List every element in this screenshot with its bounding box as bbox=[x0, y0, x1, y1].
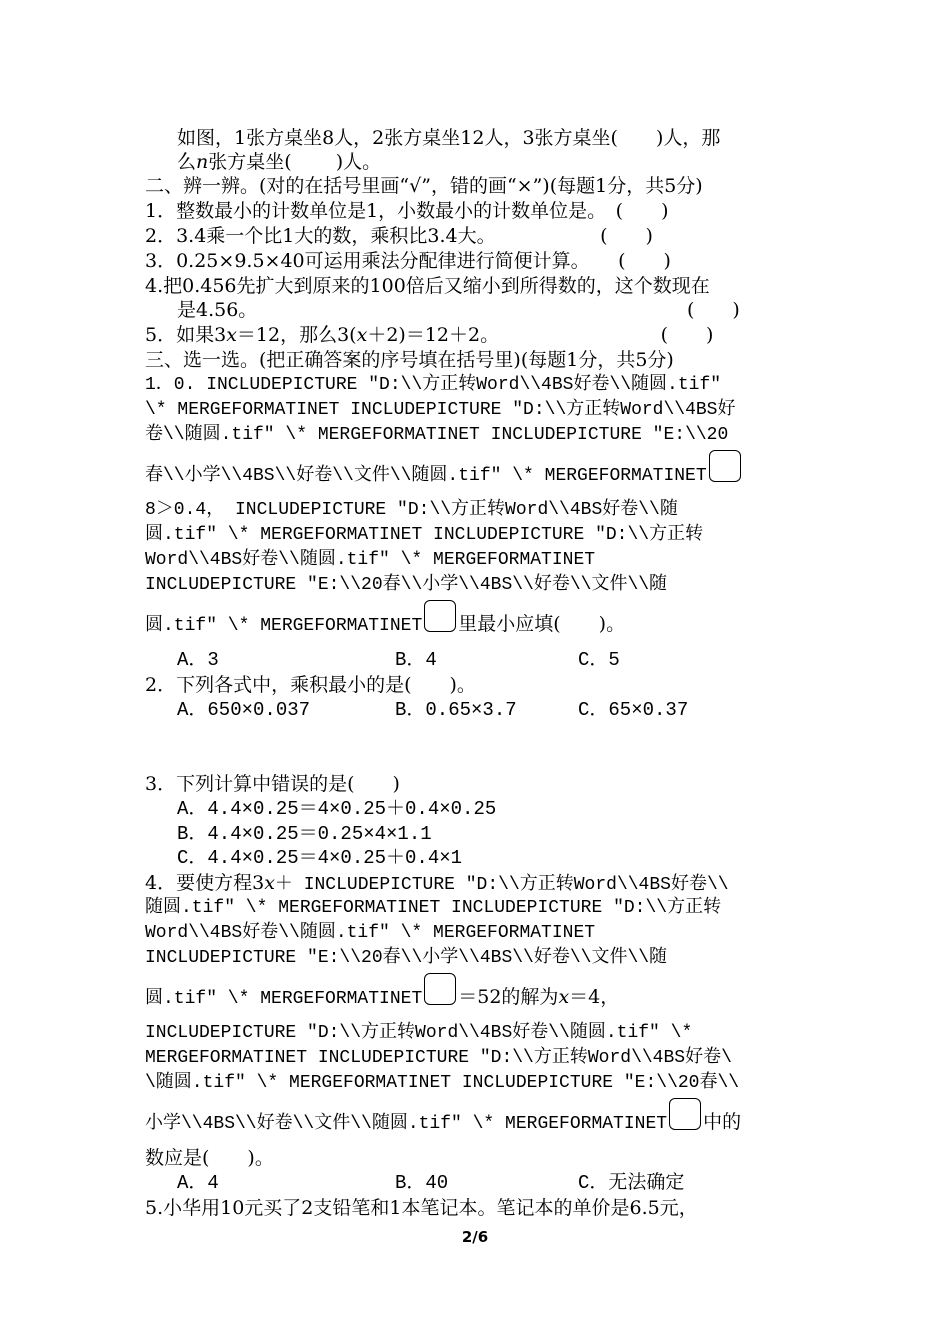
page-number: 2/6 bbox=[461, 1228, 489, 1246]
text-line: 么n张方桌坐( )人。 bbox=[177, 151, 382, 173]
option-b: B．0.65×3.7 bbox=[395, 699, 517, 721]
field-code-line: 卷\\随圆.tif" \* MERGEFORMATINET INCLUDEPICTURE "E:\\20 bbox=[145, 425, 729, 445]
question-line: 2．3.4乘一个比1大的数，乘积比3.4大。 ( ) bbox=[145, 225, 653, 247]
question-line: 1．整数最小的计数单位是1，小数最小的计数单位是。 ( ) bbox=[145, 200, 669, 222]
option-a: A．3 bbox=[177, 649, 219, 671]
field-code-line: 1．0. INCLUDEPICTURE "D:\\方正转Word\\4BS好卷\\随圆.tif" bbox=[145, 375, 722, 395]
question-line: 2．下列各式中，乘积最小的是( )。 bbox=[145, 674, 476, 696]
question-line: 5.小华用10元买了2支铅笔和1本笔记本。笔记本的单价是6.5元， bbox=[145, 1197, 698, 1219]
field-code-line: 圆.tif" \* MERGEFORMATINET ＝52的解为x＝4， bbox=[145, 973, 815, 1021]
field-code-line: \随圆.tif" \* MERGEFORMATINET INCLUDEPICTURE "E:\\20春\\ bbox=[145, 1073, 740, 1093]
question-line: 3．0.25×9.5×40可运用乘法分配律进行简便计算。 ( ) bbox=[145, 250, 671, 272]
field-code-line: 春\\小学\\4BS\\好卷\\文件\\随圆.tif" \* MERGEFORMATINET bbox=[145, 450, 815, 498]
field-code-line: MERGEFORMATINET INCLUDEPICTURE "D:\\方正转Word\\4BS好卷\ bbox=[145, 1048, 732, 1068]
question-line: 3．下列计算中错误的是( ) bbox=[145, 773, 400, 795]
field-code-line: Word\\4BS好卷\\随圆.tif" \* MERGEFORMATINET bbox=[145, 550, 596, 570]
option-c: C．65×0.37 bbox=[578, 699, 689, 721]
option-c: C．5 bbox=[578, 649, 620, 671]
question-line: 5．如果3x＝12，那么3(x＋2)＝12＋2。 ( ) bbox=[145, 324, 714, 346]
field-code-line: \* MERGEFORMATINET INCLUDEPICTURE "D:\\方正转Word\\4BS好 bbox=[145, 400, 736, 420]
blank-box bbox=[424, 600, 456, 632]
field-code-line: 圆.tif" \* MERGEFORMATINET INCLUDEPICTURE "D:\\方正转 bbox=[145, 525, 704, 545]
question-line: 数应是( )。 bbox=[145, 1147, 274, 1169]
option-a: A．4 bbox=[177, 1172, 219, 1194]
blank-box bbox=[669, 1098, 701, 1130]
blank-box bbox=[424, 973, 456, 1005]
field-code-line: INCLUDEPICTURE "E:\\20春\\小学\\4BS\\好卷\\文件\\随 bbox=[145, 575, 668, 595]
option-c: C．4.4×0.25＝4×0.25＋0.4×1 bbox=[177, 847, 463, 869]
field-code-line: 小学\\4BS\\好卷\\文件\\随圆.tif" \* MERGEFORMATINET 中的 bbox=[145, 1098, 815, 1146]
question-line: 4．要使方程3x＋ INCLUDEPICTURE "D:\\方正转Word\\4BS好卷\\ bbox=[145, 872, 729, 895]
blank-box bbox=[709, 450, 741, 482]
option-a: A．4.4×0.25＝4×0.25＋0.4×0.25 bbox=[177, 798, 497, 820]
section-heading: 三、选一选。(把正确答案的序号填在括号里)(每题1分，共5分) bbox=[145, 349, 674, 371]
field-code-line: 圆.tif" \* MERGEFORMATINET 里最小应填( )。 bbox=[145, 600, 815, 648]
field-code-line: 随圆.tif" \* MERGEFORMATINET INCLUDEPICTURE "D:\\方正转 bbox=[145, 898, 722, 918]
option-c: C．无法确定 bbox=[578, 1172, 685, 1194]
option-b: B．4.4×0.25＝0.25×4×1.1 bbox=[177, 823, 432, 845]
field-code-line: Word\\4BS好卷\\随圆.tif" \* MERGEFORMATINET bbox=[145, 923, 596, 943]
question-line: 4.把0.456先扩大到原来的100倍后又缩小到所得数的，这个数现在 bbox=[145, 275, 710, 297]
option-b: B．4 bbox=[395, 649, 437, 671]
option-a: A．650×0.037 bbox=[177, 699, 311, 721]
field-code-line: INCLUDEPICTURE "D:\\方正转Word\\4BS好卷\\随圆.tif" \* bbox=[145, 1023, 693, 1043]
question-line: 是4.56。 ( ) bbox=[177, 299, 740, 321]
text-line: 如图，1张方桌坐8人，2张方桌坐12人，3张方桌坐( )人，那 bbox=[177, 127, 721, 149]
field-code-line: 8＞0.4， INCLUDEPICTURE "D:\\方正转Word\\4BS好卷\\随 bbox=[145, 500, 678, 520]
section-heading: 二、辨一辨。(对的在括号里画“√”，错的画“×”)(每题1分，共5分) bbox=[145, 175, 703, 197]
option-b: B．40 bbox=[395, 1172, 449, 1194]
field-code-line: INCLUDEPICTURE "E:\\20春\\小学\\4BS\\好卷\\文件\\随 bbox=[145, 948, 668, 968]
